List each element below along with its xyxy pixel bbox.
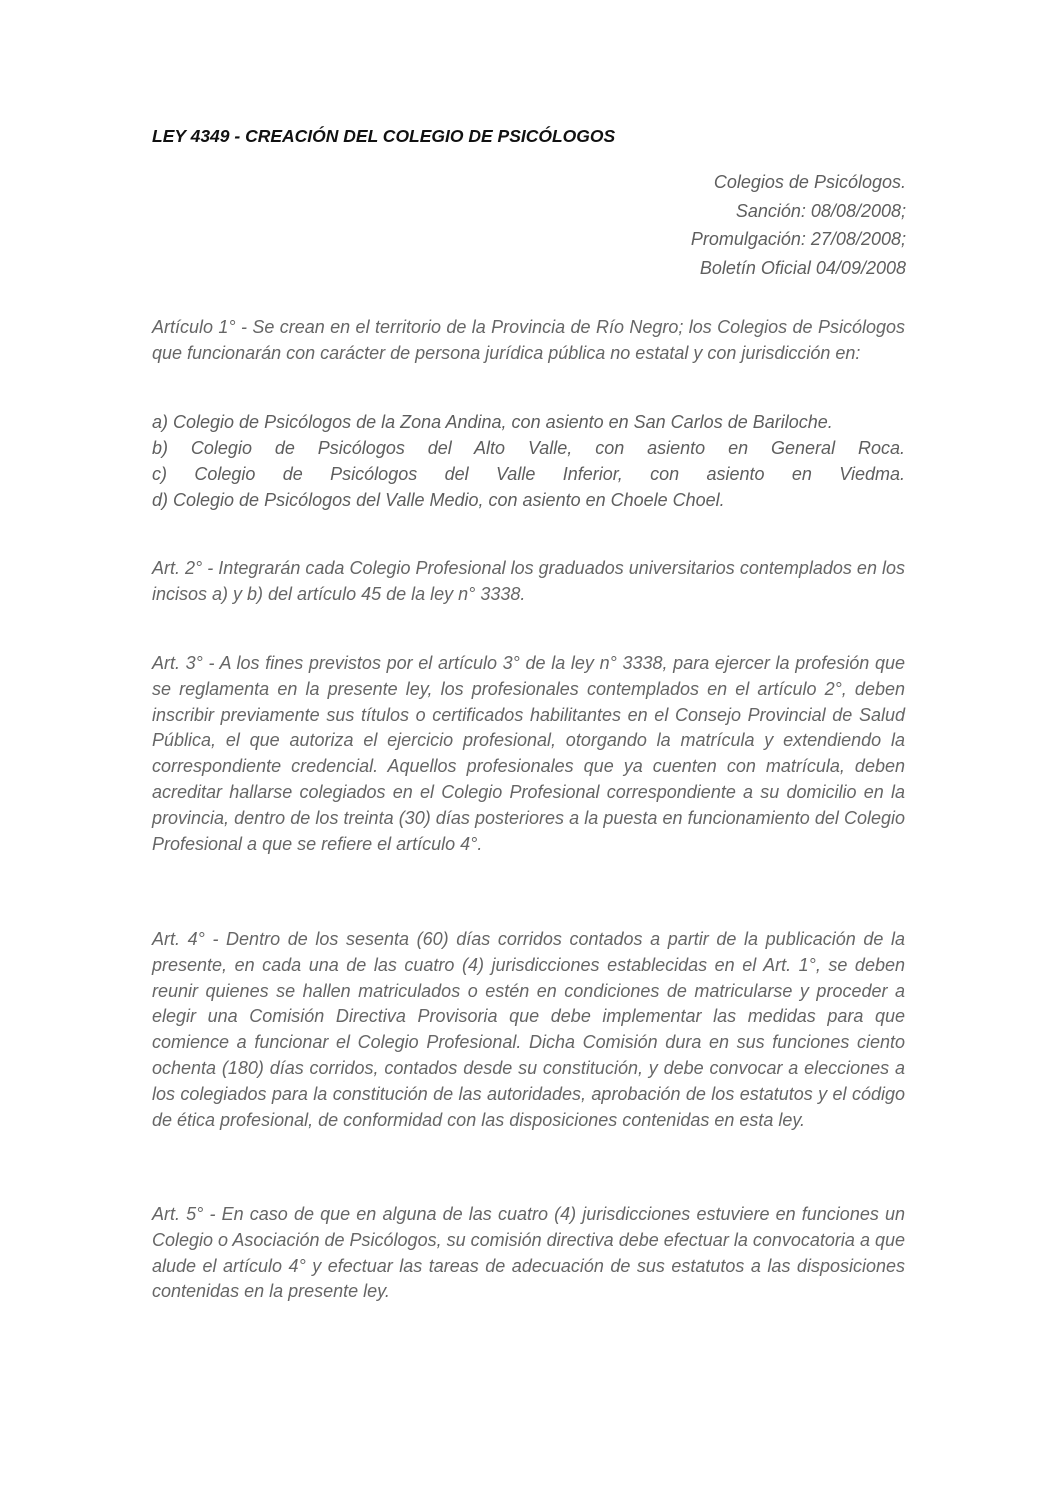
list-item: d) Colegio de Psicólogos del Valle Medio, con asiento en Choele Choel.: [152, 490, 725, 510]
article-1: Artículo 1° - Se crean en el territorio de la Provincia de Río Negro; los Colegios de Psicólogos que funcionarán con carácter de persona jurídica pública no estatal y con jurisdicción en:: [152, 317, 905, 363]
law-metadata: [691, 168, 906, 282]
article-4: Art. 4° - Dentro de los sesenta (60) días corridos contados a partir de la publicación de la presente, en cada una de las cuatro (4) jurisdicciones establecidas en el Art. 1°, se deben reunir quienes se hallen matriculados o estén en condiciones de matricularse y proceder a elegir una Comisión Directiva Provisoria que debe implementar las medidas para que comience a funcionar el Colegio Profesional. Dicha Comisión dura en sus funciones ciento ochenta (180) días corridos, contados desde su constitución, y debe convocar a elecciones a los colegiados para la constitución de las autoridades, aprobación de los estatutos y el código de ética profesional, de conformidad con las disposiciones contenidas en esta ley.: [152, 929, 905, 1130]
list-item: a) Colegio de Psicólogos de la Zona Andina, con asiento en San Carlos de Bariloche.: [152, 412, 833, 432]
article-5: Art. 5° - En caso de que en alguna de las cuatro (4) jurisdicciones estuviere en funciones un Colegio o Asociación de Psicólogos, su comisión directiva debe efectuar la convocatoria a que alude el artículo 4° y efectuar las tareas de adecuación de sus estatutos a las disposiciones contenidas en la presente ley.: [152, 1204, 905, 1302]
meta-promulgation-date: Promulgación: 27/08/2008;: [690, 229, 906, 249]
list-item: b) Colegio de Psicólogos del Alto Valle, con asiento en General Roca.: [152, 438, 905, 458]
document-title: LEY 4349 - CREACIÓN DEL COLEGIO DE PSICÓLOGOS: [152, 126, 616, 146]
meta-subject: Colegios de Psicólogos.: [713, 172, 906, 192]
article-2: Art. 2° - Integrarán cada Colegio Profesional los graduados universitarios contemplados en los incisos a) y b) del artículo 45 de la ley n° 3338.: [152, 558, 905, 604]
meta-sanction-date: Sanción: 08/08/2008;: [735, 200, 906, 221]
article-3: Art. 3° - A los fines previstos por el artículo 3° de la ley n° 3338, para ejercer la profesión que se reglamenta en la presente ley, los profesionales contemplados en el artículo 2°, deben inscribir previamente sus títulos o certificados habilitantes en el Consejo Provincial de Salud Pública, el que autoriza el ejercicio profesional, otorgando la matrícula y extendiendo la correspondiente credencial. Aquellos profesionales que ya cuenten con matrícula, deben acreditar hallarse colegiados en el Colegio Profesional correspondiente a su domicilio en la provincia, dentro de los treinta (30) días posteriores a la puesta en funcionamiento del Colegio Profesional a que se refiere el artículo 4°.: [152, 653, 905, 854]
list-item: c) Colegio de Psicólogos del Valle Inferior, con asiento en Viedma.: [152, 464, 905, 484]
meta-bulletin-date: Boletín Oficial 04/09/2008: [699, 257, 906, 278]
